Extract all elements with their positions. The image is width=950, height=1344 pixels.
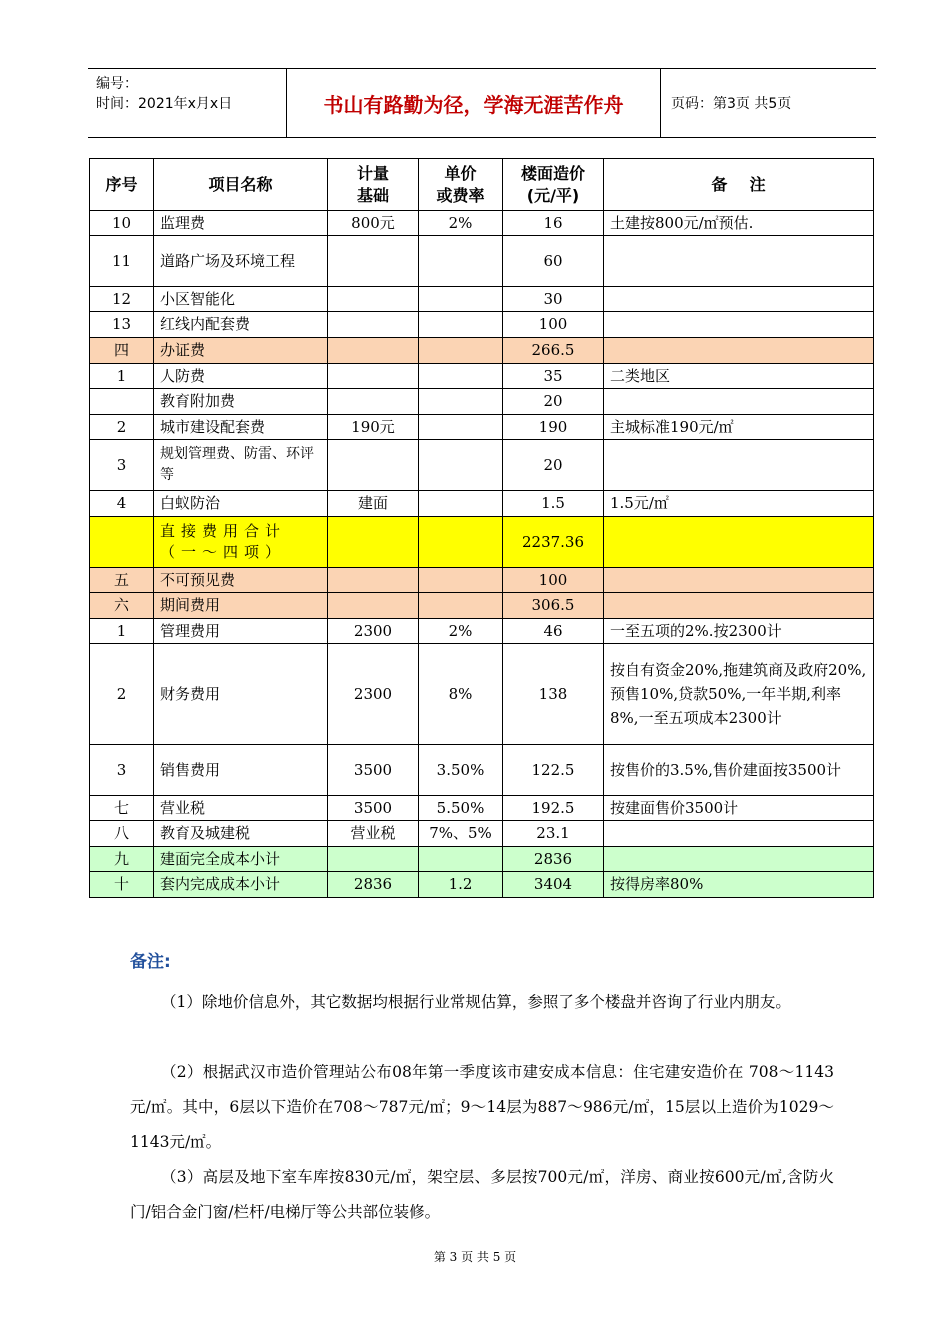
cell-note: 主城标准190元/㎡	[604, 415, 874, 440]
cell-base	[328, 236, 419, 287]
cell-name: 小区智能化	[154, 287, 328, 312]
table-row-section	[90, 568, 874, 593]
cell-note	[604, 568, 874, 593]
cell-no: 10	[90, 211, 154, 236]
cell-rate	[419, 236, 503, 287]
cell-name: 办证费	[154, 338, 328, 364]
cell-cost: 2237.36	[503, 517, 604, 568]
table-row-section	[90, 338, 874, 364]
cell-name: 人防费	[154, 364, 328, 389]
cell-note: 一至五项的2%.按2300计	[604, 619, 874, 644]
cell-rate	[419, 517, 503, 568]
cell-note: 按建面售价3500计	[604, 796, 874, 821]
cell-name: 白蚁防治	[154, 491, 328, 517]
note-paragraph-3: （3）高层及地下室车库按830元/㎡，架空层、多层按700元/㎡，洋房、商业按600元/㎡,含防火门/铝合金门窗/栏杆/电梯厅等公共部位装修。	[130, 1168, 834, 1221]
cell-base: 建面	[328, 491, 419, 517]
table-row	[90, 491, 874, 517]
table-header-row	[90, 159, 874, 211]
cell-no: 4	[90, 491, 154, 517]
cell-cost: 138	[503, 644, 604, 745]
cell-rate	[419, 491, 503, 517]
cell-no: 11	[90, 236, 154, 287]
cell-name: 期间费用	[154, 593, 328, 619]
header-rate: 单价 或费率	[419, 159, 503, 211]
table-row	[90, 389, 874, 415]
header-note: 备 注	[604, 159, 874, 211]
cell-name: 教育及城建税	[154, 821, 328, 847]
table-row	[90, 364, 874, 389]
table-row	[90, 312, 874, 338]
cell-rate	[419, 593, 503, 619]
page-header	[88, 68, 876, 138]
cell-cost: 2836	[503, 847, 604, 872]
cell-base	[328, 364, 419, 389]
cell-base	[328, 517, 419, 568]
cell-no: 四	[90, 338, 154, 364]
cell-name: 建面完全成本小计	[154, 847, 328, 872]
cell-rate	[419, 338, 503, 364]
cell-note	[604, 287, 874, 312]
cell-cost: 20	[503, 389, 604, 415]
cell-name: 不可预见费	[154, 568, 328, 593]
cell-no: 七	[90, 796, 154, 821]
cell-name: 监理费	[154, 211, 328, 236]
cell-cost: 306.5	[503, 593, 604, 619]
time-label: 时间：2021年x月x日	[96, 96, 233, 112]
cell-note	[604, 389, 874, 415]
cell-cost: 35	[503, 364, 604, 389]
page-number-label: 页码：第3页 共5页	[671, 96, 792, 112]
table-row	[90, 440, 874, 491]
cell-cost: 192.5	[503, 796, 604, 821]
table-row-total	[90, 517, 874, 568]
cell-base	[328, 312, 419, 338]
notes-title: 备注:	[130, 952, 171, 972]
cell-cost: 266.5	[503, 338, 604, 364]
cell-name: 营业税	[154, 796, 328, 821]
cell-no: 3	[90, 745, 154, 796]
cost-table	[89, 158, 874, 898]
table-row	[90, 821, 874, 847]
cell-base: 800元	[328, 211, 419, 236]
cell-note	[604, 236, 874, 287]
header-cost: 楼面造价 (元/平)	[503, 159, 604, 211]
cell-rate	[419, 847, 503, 872]
cell-rate	[419, 389, 503, 415]
cell-rate: 8%	[419, 644, 503, 745]
table-row	[90, 619, 874, 644]
cell-rate	[419, 287, 503, 312]
table-row	[90, 415, 874, 440]
table-row	[90, 211, 874, 236]
cell-name: 道路广场及环境工程	[154, 236, 328, 287]
cell-cost: 100	[503, 312, 604, 338]
cell-cost: 30	[503, 287, 604, 312]
cell-base	[328, 389, 419, 415]
cell-note	[604, 517, 874, 568]
cell-cost: 190	[503, 415, 604, 440]
table-row	[90, 644, 874, 745]
cell-base: 190元	[328, 415, 419, 440]
cell-cost: 1.5	[503, 491, 604, 517]
cell-rate: 1.2	[419, 872, 503, 898]
cell-base	[328, 593, 419, 619]
cell-cost: 23.1	[503, 821, 604, 847]
note-paragraph-2: （2）根据武汉市造价管理站公布08年第一季度该市建安成本信息：住宅建安造价在 708～1143元/㎡。其中，6层以下造价在708～787元/㎡；9～14层为887～986元/㎡，15层以上造价为1029～1143元/㎡。	[130, 1063, 834, 1151]
cell-note	[604, 440, 874, 491]
cell-rate	[419, 440, 503, 491]
note-paragraph-1: （1）除地价信息外，其它数据均根据行业常规估算，参照了多个楼盘并咨询了行业内朋友。	[161, 993, 791, 1011]
cell-cost: 122.5	[503, 745, 604, 796]
cell-no: 12	[90, 287, 154, 312]
cell-cost: 100	[503, 568, 604, 593]
cell-no: 2	[90, 415, 154, 440]
cell-no: 1	[90, 619, 154, 644]
cell-rate: 3.50%	[419, 745, 503, 796]
header-name: 项目名称	[154, 159, 328, 211]
cell-no: 1	[90, 364, 154, 389]
cell-base: 3500	[328, 745, 419, 796]
cell-note	[604, 847, 874, 872]
cell-note	[604, 821, 874, 847]
header-motto: 书山有路勤为径，学海无涯苦作舟	[287, 69, 661, 137]
cell-rate: 2%	[419, 211, 503, 236]
cell-note: 按售价的3.5%,售价建面按3500计	[604, 745, 874, 796]
cell-cost: 3404	[503, 872, 604, 898]
cell-name: 管理费用	[154, 619, 328, 644]
cell-name: 城市建设配套费	[154, 415, 328, 440]
cell-note: 1.5元/㎡	[604, 491, 874, 517]
cell-base: 2300	[328, 619, 419, 644]
cell-cost: 60	[503, 236, 604, 287]
header-no: 序号	[90, 159, 154, 211]
cell-no: 2	[90, 644, 154, 745]
page-footer: 第 3 页 共 5 页	[433, 1250, 517, 1264]
cell-name: 销售费用	[154, 745, 328, 796]
cell-no: 八	[90, 821, 154, 847]
cell-rate	[419, 415, 503, 440]
cell-name: 红线内配套费	[154, 312, 328, 338]
cell-cost: 46	[503, 619, 604, 644]
cell-name: 教育附加费	[154, 389, 328, 415]
cell-base: 3500	[328, 796, 419, 821]
cell-no: 13	[90, 312, 154, 338]
cell-base: 2836	[328, 872, 419, 898]
cell-note: 二类地区	[604, 364, 874, 389]
cell-base	[328, 847, 419, 872]
table-row-subtotal	[90, 847, 874, 872]
cell-cost: 16	[503, 211, 604, 236]
cell-name: 直接费用合计（一～四项）	[154, 517, 328, 568]
cell-cost: 20	[503, 440, 604, 491]
cell-note	[604, 312, 874, 338]
cell-no: 九	[90, 847, 154, 872]
table-row	[90, 287, 874, 312]
cell-note	[604, 338, 874, 364]
cell-rate: 5.50%	[419, 796, 503, 821]
cell-base	[328, 440, 419, 491]
cell-base	[328, 287, 419, 312]
cell-no	[90, 517, 154, 568]
cell-name: 套内完成成本小计	[154, 872, 328, 898]
table-row-subtotal	[90, 872, 874, 898]
cell-rate	[419, 312, 503, 338]
cell-base: 2300	[328, 644, 419, 745]
cell-note: 土建按800元/㎡预估.	[604, 211, 874, 236]
cell-no: 十	[90, 872, 154, 898]
cell-rate	[419, 364, 503, 389]
table-row	[90, 745, 874, 796]
cell-note: 按自有资金20%,拖建筑商及政府20%,预售10%,贷款50%,一年半期,利率8%,一至五项成本2300计	[604, 644, 874, 745]
cell-no: 五	[90, 568, 154, 593]
cell-rate	[419, 568, 503, 593]
cell-rate: 7%、5%	[419, 821, 503, 847]
header-base: 计量 基础	[328, 159, 419, 211]
table-row-section	[90, 593, 874, 619]
cell-base	[328, 568, 419, 593]
header-meta	[88, 69, 287, 137]
table-row	[90, 796, 874, 821]
cell-base	[328, 338, 419, 364]
cell-name: 规划管理费、防雷、环评等	[154, 440, 328, 491]
cell-no: 六	[90, 593, 154, 619]
cell-note	[604, 593, 874, 619]
table-row	[90, 236, 874, 287]
serial-label: 编号：	[96, 76, 138, 92]
cell-rate: 2%	[419, 619, 503, 644]
cell-name: 财务费用	[154, 644, 328, 745]
cell-no	[90, 389, 154, 415]
cell-no: 3	[90, 440, 154, 491]
cell-base: 营业税	[328, 821, 419, 847]
cell-note: 按得房率80%	[604, 872, 874, 898]
